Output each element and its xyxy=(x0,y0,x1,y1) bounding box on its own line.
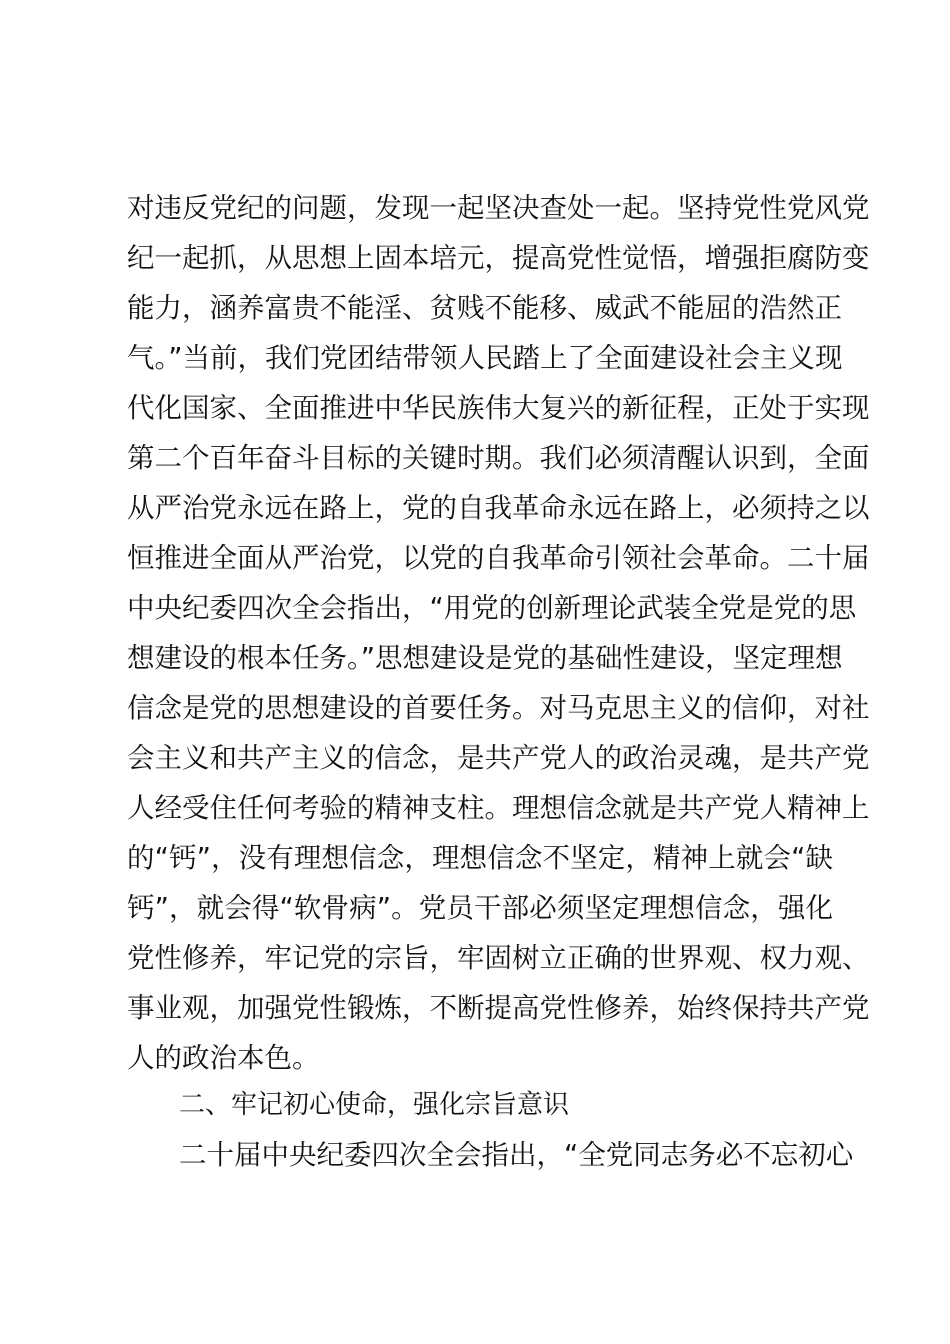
paragraph-line: 的“钙”，没有理想信念，理想信念不坚定，精神上就会“缺 xyxy=(127,842,833,874)
paragraph-line: 能力，涵养富贵不能淫、贫贱不能移、威武不能屈的浩然正 xyxy=(127,292,842,324)
paragraph-line: 从严治党永远在路上，党的自我革命永远在路上，必须持之以 xyxy=(127,492,870,524)
paragraph-line: 对违反党纪的问题，发现一起坚决查处一起。坚持党性党风党 xyxy=(127,192,870,224)
paragraph-line: 信念是党的思想建设的首要任务。对马克思主义的信仰，对社 xyxy=(127,692,870,724)
paragraph-line: 事业观，加强党性锻炼，不断提高党性修养，始终保持共产党 xyxy=(127,992,870,1024)
paragraph-line: 纪一起抓，从思想上固本培元，提高党性觉悟，增强拒腐防变 xyxy=(127,242,870,274)
paragraph-line: 人的政治本色。 xyxy=(127,1042,320,1074)
section-heading: 二、牢记初心使命，强化宗旨意识 xyxy=(179,1090,570,1120)
paragraph-line: 代化国家、全面推进中华民族伟大复兴的新征程，正处于实现 xyxy=(127,392,870,424)
paragraph-line: 二十届中央纪委四次全会指出，“全党同志务必不忘初心 xyxy=(179,1139,854,1171)
paragraph-line: 党性修养，牢记党的宗旨，牢固树立正确的世界观、权力观、 xyxy=(127,942,870,974)
paragraph-line: 恒推进全面从严治党，以党的自我革命引领社会革命。二十届 xyxy=(127,542,870,574)
paragraph-line: 气。”当前，我们党团结带领人民踏上了全面建设社会主义现 xyxy=(127,342,843,374)
paragraph-line: 人经受住任何考验的精神支柱。理想信念就是共产党人精神上 xyxy=(127,792,870,824)
paragraph-line: 钙”，就会得“软骨病”。党员干部必须坚定理想信念，强化 xyxy=(127,892,833,924)
paragraph-line: 想建设的根本任务。”思想建设是党的基础性建设，坚定理想 xyxy=(127,642,843,674)
paragraph-line: 中央纪委四次全会指出，“用党的创新理论武装全党是党的思 xyxy=(127,592,857,624)
paragraph-line: 会主义和共产主义的信念，是共产党人的政治灵魂，是共产党 xyxy=(127,742,870,774)
paragraph-line: 第二个百年奋斗目标的关键时期。我们必须清醒认识到，全面 xyxy=(127,442,870,474)
